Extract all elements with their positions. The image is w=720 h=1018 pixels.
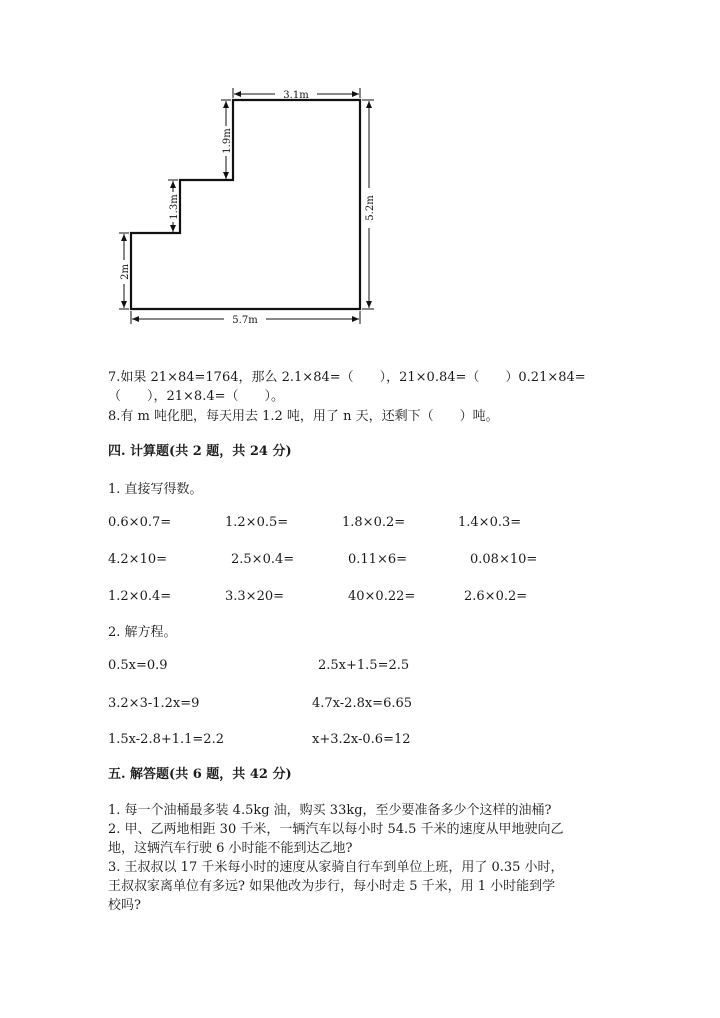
calc-cell: 3.3×20= [225,589,285,604]
dimension-bottom [131,311,360,326]
section-5-q3-line-1: 3. 王叔叔以 17 千米每小时的速度从家骑自行车到单位上班，用了 0.35 小时， [108,860,564,875]
section-4-title: 四. 计算题(共 2 题，共 24 分) [108,444,292,459]
calc-cell: 40×0.22= [348,589,416,604]
dimension-right [362,100,376,309]
section-5-q3-line-2: 王叔叔家离单位有多远? 如果他改为步行，每小时走 5 千米，用 1 小时能到学 [108,879,556,894]
label-bottom: 5.7m [232,315,258,326]
calc-cell: 0.08×10= [470,552,538,567]
section-5-title: 五. 解答题(共 6 题，共 42 分) [108,767,292,782]
dimension-step-middle [168,180,180,232]
calc-cell: 1.2×0.5= [225,515,289,530]
calc-cell: 1.8×0.2= [342,515,406,530]
floor-plan-figure [0,0,720,340]
label-top: 3.1m [283,90,309,101]
calc-cell: 0.6×0.7= [108,515,172,530]
section-5-q3-line-3: 校吗? [108,898,141,913]
dimension-step-upper [221,100,233,179]
calc-cell: 1.2×0.4= [108,589,172,604]
calc-cell: 2.6×0.2= [464,589,528,604]
equation-cell: 0.5x=0.9 [108,658,168,673]
section-5-q2-line-2: 地，这辆汽车行驶 6 小时能不能到达乙地? [108,841,353,856]
equation-cell: x+3.2x-0.6=12 [312,732,411,747]
equation-cell: 1.5x-2.8+1.1=2.2 [108,732,224,747]
calc-cell: 2.5×0.4= [231,552,295,567]
section-4-q2-title: 2. 解方程。 [108,625,177,640]
equation-cell: 2.5x+1.5=2.5 [318,658,410,673]
label-step-upper: 1.9m [222,128,233,154]
question-8: 8.有 m 吨化肥，每天用去 1.2 吨，用了 n 天，还剩下（ ）吨。 [108,409,499,424]
label-step-middle: 1.3m [169,194,180,220]
question-7-line-1: 7.如果 21×84=1764，那么 2.1×84=（ ），21×0.84=（ ）0.21×84= [108,370,586,385]
section-5-q1: 1. 每一个油桶最多装 4.5kg 油，购买 33kg，至少要准备多少个这样的油桶? [108,803,552,818]
equation-cell: 3.2×3-1.2x=9 [108,696,200,711]
calc-cell: 0.11×6= [348,552,408,567]
stair-shape-outline [131,100,360,309]
calc-cell: 4.2×10= [108,552,168,567]
section-5-q2-line-1: 2. 甲、乙两地相距 30 千米，一辆汽车以每小时 54.5 千米的速度从甲地驶向乙 [108,822,564,837]
label-right: 5.2m [365,195,376,221]
label-left: 2m [120,264,131,280]
question-7-line-2: （ ），21×8.4=（ ）。 [108,389,285,404]
section-4-q1-title: 1. 直接写得数。 [108,482,203,497]
calc-cell: 1.4×0.3= [458,515,522,530]
equation-cell: 4.7x-2.8x=6.65 [312,696,413,711]
dimension-left [119,233,131,309]
